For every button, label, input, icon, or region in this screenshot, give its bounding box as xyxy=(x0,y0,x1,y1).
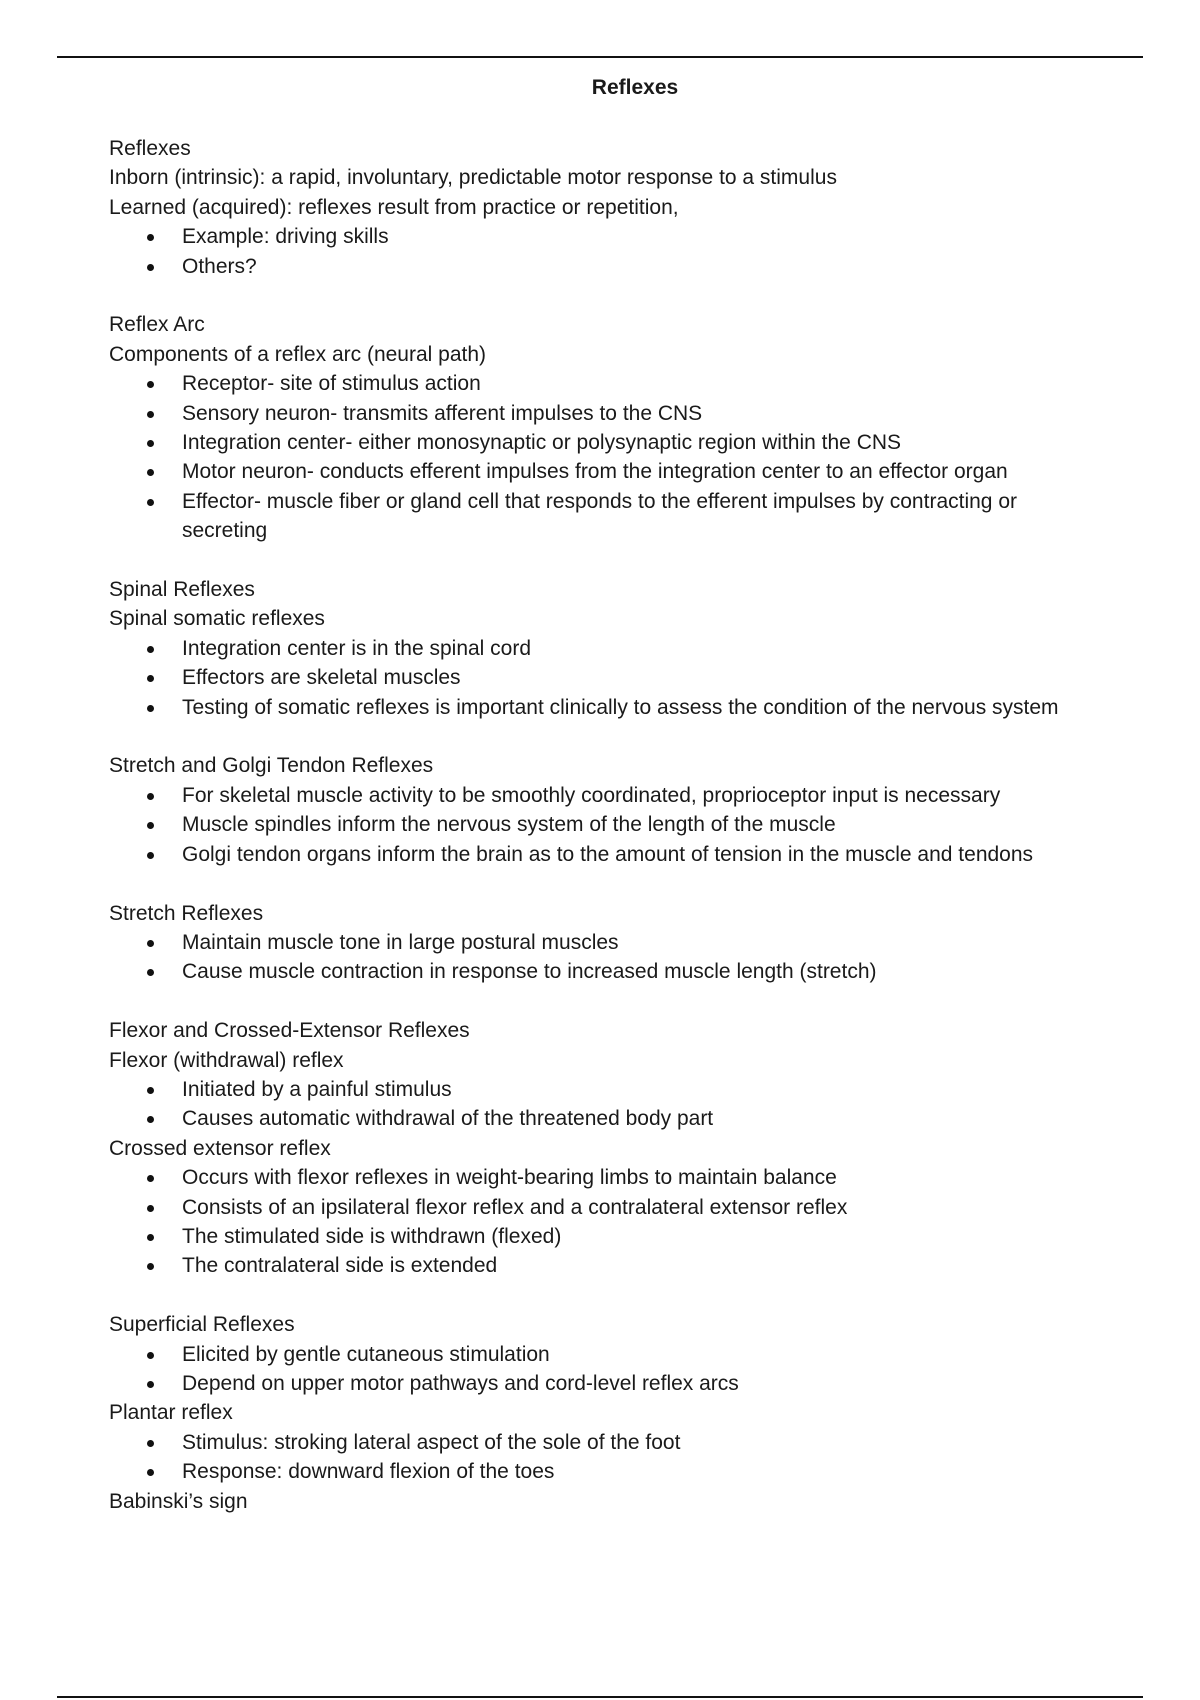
list-item-text: The contralateral side is extended xyxy=(182,1254,498,1278)
list-item-text: Sensory neuron- transmits afferent impulses to the CNS xyxy=(182,401,703,425)
paragraph: Plantar reflex xyxy=(109,1401,233,1425)
list-item xyxy=(109,457,1109,486)
list-item xyxy=(109,928,1109,957)
paragraph: Learned (acquired): reflexes result from practice or repetition, xyxy=(109,195,679,219)
list-item-text: Muscle spindles inform the nervous system of the length of the muscle xyxy=(182,813,836,837)
bullet-icon xyxy=(147,411,154,418)
bullet-icon xyxy=(147,469,154,476)
list-item xyxy=(109,252,1109,281)
list-item-text: Testing of somatic reflexes is important clinically to assess the condition of the nervous system xyxy=(182,695,1059,719)
list-item-text: Receptor- site of stimulus action xyxy=(182,372,481,396)
section-heading: Superficial Reflexes xyxy=(109,1313,295,1337)
list-item-text: Effector- muscle fiber or gland cell that responds to the efferent impulses by contracting or secreting xyxy=(182,489,1017,543)
list-item-text: Response: downward flexion of the toes xyxy=(182,1460,555,1484)
list-item-text: Integration center is in the spinal cord xyxy=(182,636,532,660)
bottom-rule xyxy=(57,1696,1143,1698)
bullet-icon xyxy=(147,381,154,388)
document-body xyxy=(109,134,1109,1516)
list-item xyxy=(109,399,1109,428)
bullet-icon xyxy=(147,1087,154,1094)
bullet-icon xyxy=(147,1469,154,1476)
bullet-icon xyxy=(147,1116,154,1123)
list-item xyxy=(109,1251,1109,1280)
section-heading: Reflexes xyxy=(109,137,191,160)
bullet-icon xyxy=(147,822,154,829)
bullet-list xyxy=(109,1340,1109,1399)
list-item xyxy=(109,1193,1109,1222)
bullet-list xyxy=(109,928,1109,987)
list-item-text: Elicited by gentle cutaneous stimulation xyxy=(182,1342,550,1366)
list-item-text: Initiated by a painful stimulus xyxy=(182,1077,452,1101)
list-item-text: Motor neuron- conducts efferent impulses from the integration center to an effector organ xyxy=(182,460,1008,484)
bullet-icon xyxy=(147,675,154,682)
bullet-list xyxy=(109,369,1109,545)
bullet-icon xyxy=(147,793,154,800)
list-item-text: Others? xyxy=(182,254,257,278)
paragraph: Inborn (intrinsic): a rapid, involuntary, predictable motor response to a stimulus xyxy=(109,166,837,190)
bullet-list xyxy=(109,1428,1109,1487)
bullet-icon xyxy=(147,1381,154,1388)
list-item xyxy=(109,957,1109,986)
section-heading: Flexor and Crossed-Extensor Reflexes xyxy=(109,1019,470,1043)
list-item-text: Causes automatic withdrawal of the threatened body part xyxy=(182,1107,714,1131)
list-item xyxy=(109,663,1109,692)
list-item xyxy=(109,840,1109,869)
page-title: Reflexes xyxy=(591,76,679,99)
list-item xyxy=(109,1222,1109,1251)
list-item xyxy=(109,1457,1109,1486)
bullet-icon xyxy=(147,1205,154,1212)
bullet-list xyxy=(109,1075,1109,1134)
list-item xyxy=(109,1163,1109,1192)
list-item-text: For skeletal muscle activity to be smoothly coordinated, proprioceptor input is necessary xyxy=(182,783,1001,807)
bullet-icon xyxy=(147,646,154,653)
list-item-text: Effectors are skeletal muscles xyxy=(182,666,461,690)
list-item xyxy=(109,369,1109,398)
bullet-icon xyxy=(147,234,154,241)
list-item xyxy=(109,693,1109,722)
list-item xyxy=(109,428,1109,457)
section-heading: Spinal Reflexes xyxy=(109,578,255,602)
list-item-text: Cause muscle contraction in response to increased muscle length (stretch) xyxy=(182,960,877,984)
bullet-icon xyxy=(147,1352,154,1359)
bullet-icon xyxy=(147,969,154,976)
list-item-text: Stimulus: stroking lateral aspect of the sole of the foot xyxy=(182,1430,681,1454)
list-item xyxy=(109,1369,1109,1398)
list-item-text: The stimulated side is withdrawn (flexed) xyxy=(182,1224,562,1248)
bullet-list xyxy=(109,781,1109,869)
bullet-icon xyxy=(147,852,154,859)
list-item-text: Consists of an ipsilateral flexor reflex and a contralateral extensor reflex xyxy=(182,1195,848,1219)
bullet-icon xyxy=(147,1263,154,1270)
list-item-text: Occurs with flexor reflexes in weight-bearing limbs to maintain balance xyxy=(182,1166,837,1190)
list-item xyxy=(109,1104,1109,1133)
bullet-icon xyxy=(147,1234,154,1241)
list-item xyxy=(109,781,1109,810)
list-item-text: Maintain muscle tone in large postural muscles xyxy=(182,930,619,954)
list-item xyxy=(109,1075,1109,1104)
list-item xyxy=(109,222,1109,251)
paragraph: Babinski’s sign xyxy=(109,1489,248,1513)
bullet-icon xyxy=(147,440,154,447)
bullet-icon xyxy=(147,1440,154,1447)
bullet-icon xyxy=(147,264,154,271)
list-item-text: Golgi tendon organs inform the brain as to the amount of tension in the muscle and tendons xyxy=(182,842,1034,866)
list-item-text: Integration center- either monosynaptic or polysynaptic region within the CNS xyxy=(182,431,902,455)
list-item xyxy=(109,810,1109,839)
paragraph: Spinal somatic reflexes xyxy=(109,607,325,631)
list-item-text: Depend on upper motor pathways and cord-level reflex arcs xyxy=(182,1371,739,1395)
list-item xyxy=(109,1428,1109,1457)
paragraph: Crossed extensor reflex xyxy=(109,1136,331,1160)
top-rule xyxy=(57,56,1143,58)
bullet-list xyxy=(109,634,1109,722)
list-item xyxy=(109,1340,1109,1369)
bullet-icon xyxy=(147,1175,154,1182)
list-item xyxy=(109,487,1082,546)
section-heading: Stretch Reflexes xyxy=(109,901,264,925)
bullet-icon xyxy=(147,705,154,712)
paragraph: Flexor (withdrawal) reflex xyxy=(109,1048,344,1072)
section-heading: Stretch and Golgi Tendon Reflexes xyxy=(109,754,434,778)
list-item xyxy=(109,634,1109,663)
bullet-list xyxy=(109,222,1109,281)
paragraph: Components of a reflex arc (neural path) xyxy=(109,342,487,366)
section-heading: Reflex Arc xyxy=(109,313,205,337)
bullet-icon xyxy=(147,499,154,506)
list-item-text: Example: driving skills xyxy=(182,225,389,249)
bullet-icon xyxy=(147,940,154,947)
bullet-list xyxy=(109,1163,1109,1281)
